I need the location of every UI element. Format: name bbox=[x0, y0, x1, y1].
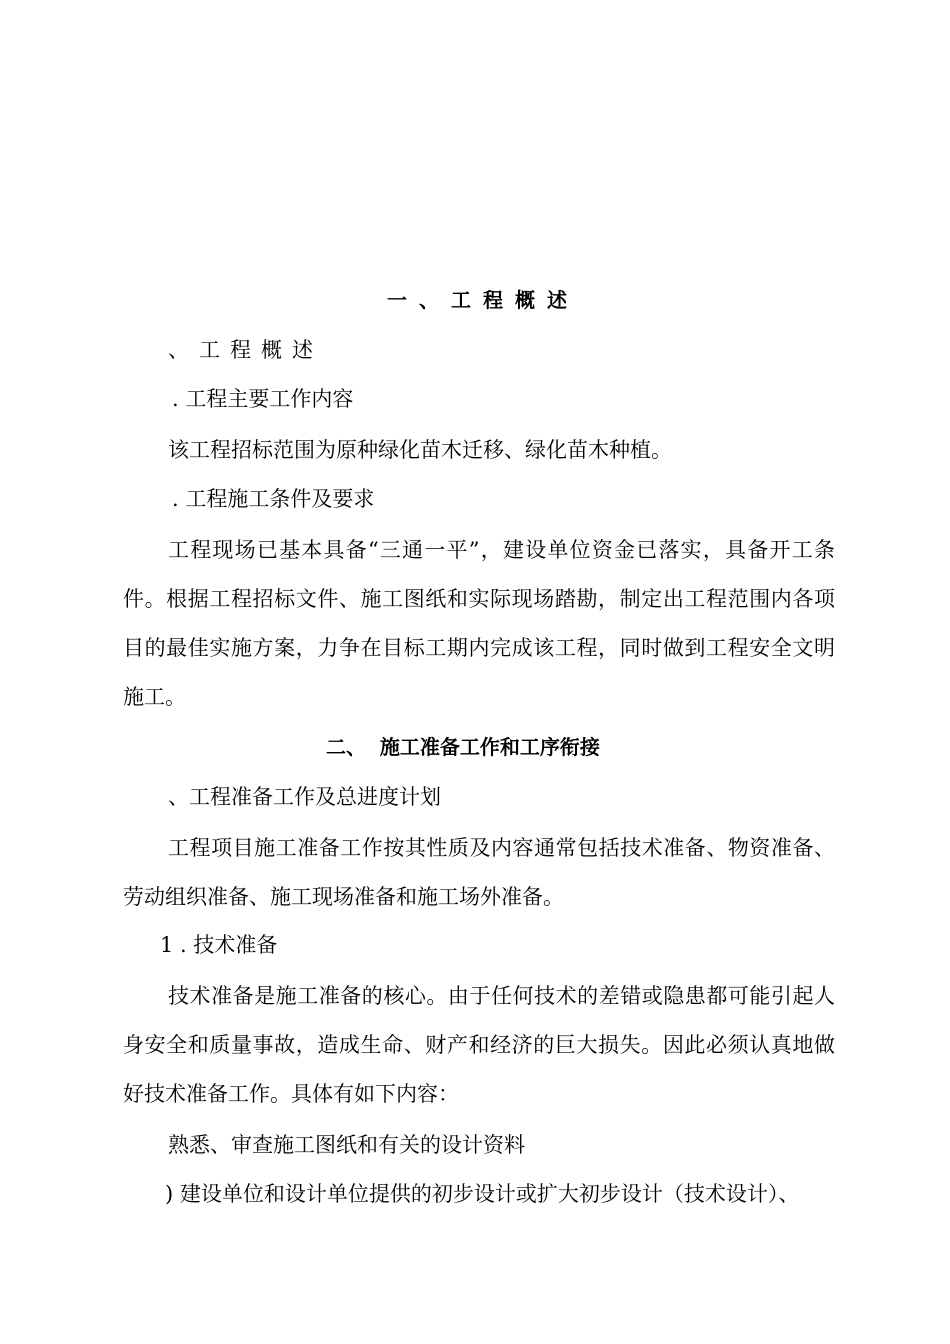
section-1-title: 一、工程概述 bbox=[387, 288, 579, 312]
tech-prep-body: 技术准备是施工准备的核心。由于任何技术的差错或隐患都可能引起人身安全和质量事故，造成生命、财产和经济的巨大损失。因此必须认真地做好技术准备工作。具体有如下内容： bbox=[123, 984, 835, 1106]
item-1-body: 该工程招标范围为原种绿化苗木迁移、绿化苗木种植。 bbox=[168, 438, 672, 462]
review-drawings-title: 熟悉、审查施工图纸和有关的设计资料 bbox=[168, 1133, 525, 1157]
section-2-title: 二、 施工准备工作和工序衔接 bbox=[326, 735, 600, 759]
item-2-title: . 工程施工条件及要求 bbox=[172, 487, 375, 511]
item-1-title: . 工程主要工作内容 bbox=[172, 387, 354, 411]
item-2-body: 工程现场已基本具备“三通一平”，建设单位资金已落实，具备开工条件。根据工程招标文件、施工图纸和实际现场踏勘，制定出工程范围内各项目的最佳实施方案，力争在目标工期内完成该工程，同时做到工程安全文明施工。 bbox=[123, 538, 835, 709]
design-docs-item: ) 建设单位和设计单位提供的初步设计或扩大初步设计（技术设计）、 bbox=[165, 1182, 800, 1206]
section-1-subtitle: 、工程概述 bbox=[168, 338, 323, 362]
section-2-intro: 工程项目施工准备工作按其性质及内容通常包括技术准备、物资准备、劳动组织准备、施工现场准备和施工场外准备。 bbox=[123, 836, 835, 909]
section-2-subtitle: 、工程准备工作及总进度计划 bbox=[168, 785, 441, 809]
tech-prep-title: 1 . 技术准备 bbox=[160, 933, 278, 957]
